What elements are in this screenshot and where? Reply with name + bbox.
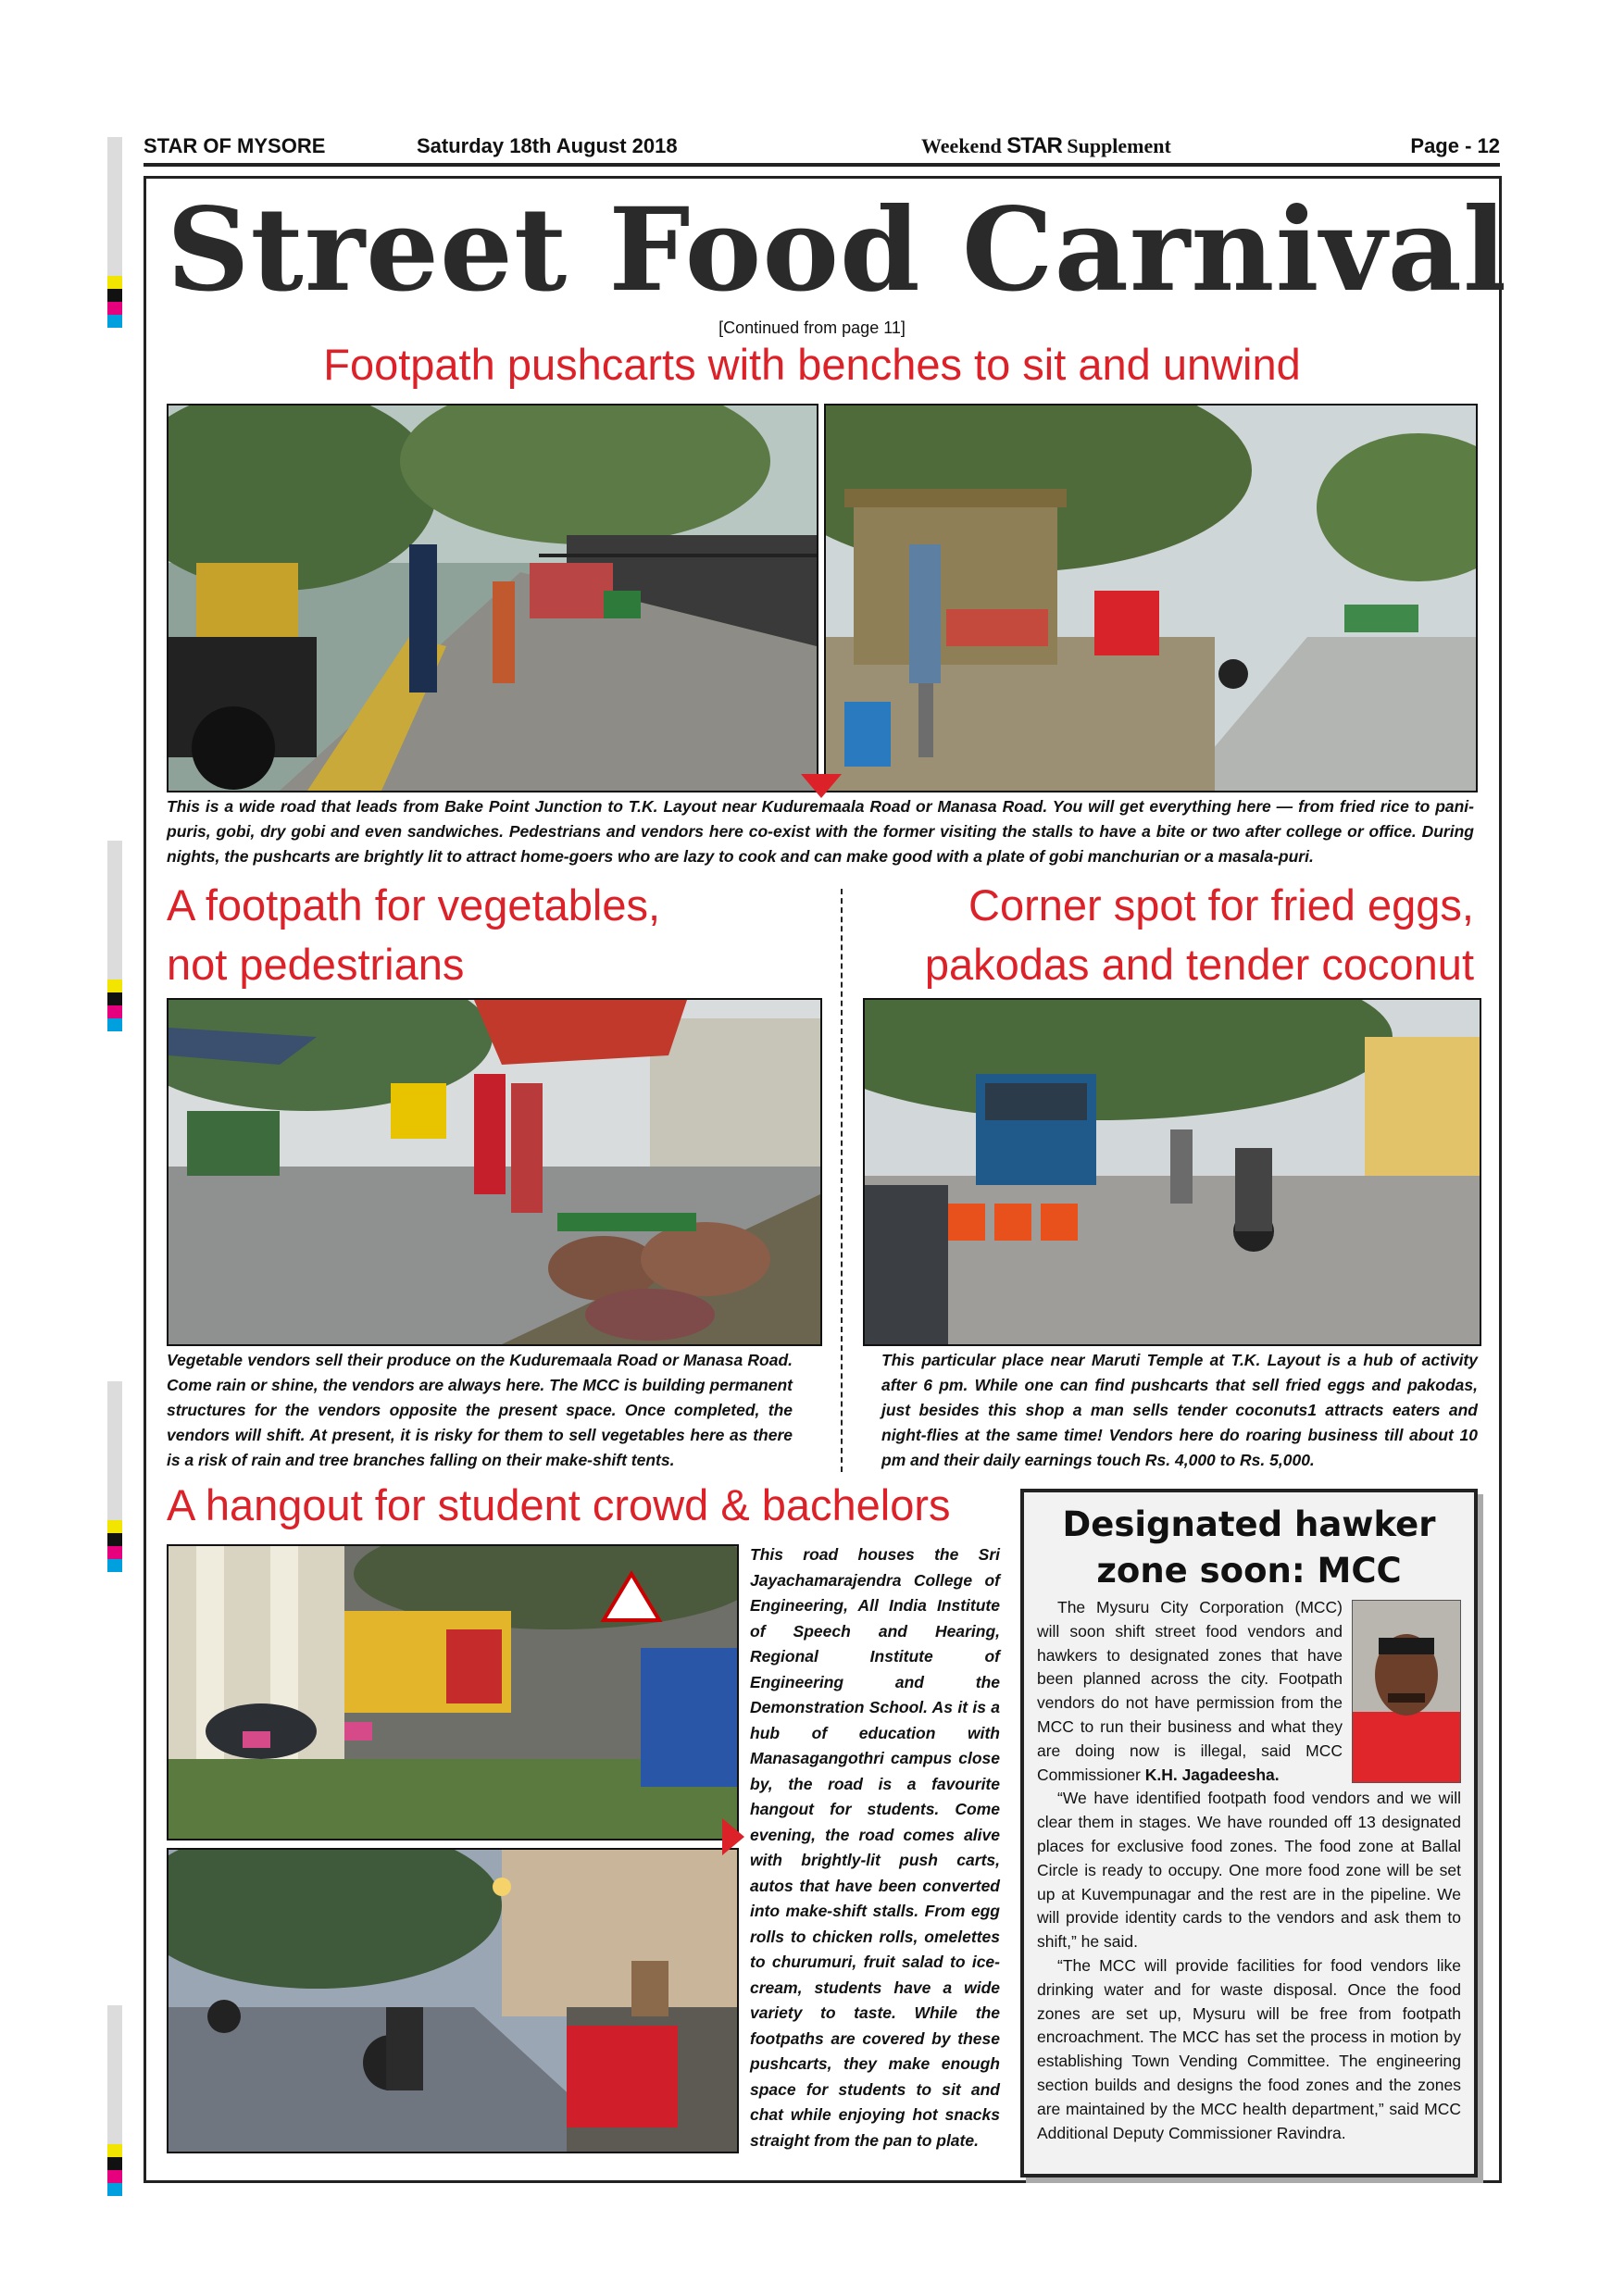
sidebar-heading-line2: zone soon: MCC	[1096, 1551, 1402, 1591]
photo-student-hangout	[167, 1544, 739, 1841]
section1-heading: Footpath pushcarts with benches to sit and unwind	[323, 340, 1301, 389]
commissioner-name: K.H. Jagadeesha.	[1144, 1765, 1280, 1784]
section2-heading-line1: A footpath for vegetables,	[167, 880, 661, 930]
sidebar-text	[1037, 1596, 1461, 2145]
supplement-post: Supplement	[1067, 134, 1171, 157]
page-number: Page - 12	[1410, 134, 1500, 157]
sidebar-box	[1020, 1489, 1478, 2177]
publication-name: STAR OF MYSORE	[144, 134, 326, 157]
continued-note: [Continued from page 11]	[718, 318, 906, 337]
issue-date: Saturday 18th August 2018	[417, 134, 678, 157]
sidebar-paragraph-1: The Mysuru City Corporation (MCC) will soon shift street food vendors and hawkers to designated zones that have been planned across the city. Footpath vendors do not have permission from the MCC to run their business and what they are doing now is illegal, said MCC Commissioner	[1037, 1598, 1343, 1784]
sidebar-heading	[1024, 1502, 1474, 1594]
registration-bar-top	[107, 137, 122, 328]
section2-heading	[167, 876, 660, 994]
registration-bar-upper-mid	[107, 841, 122, 1031]
red-pointer-arrow-right	[722, 1818, 744, 1855]
section3-heading-line2: pakodas and tender coconut	[924, 940, 1474, 989]
photo-vegetable-vendors	[167, 998, 822, 1346]
supplement-star: STAR	[1006, 133, 1062, 158]
supplement-pre: Weekend	[921, 134, 1002, 157]
photo-evening-road	[167, 1848, 739, 2153]
sidebar-paragraph-2: “We have identified footpath food vendors and we will clear them in stages. We have rounded off 13 designated places for exclusive food zones. The food zone at Ballal Circle is ready to occupy. One more food zone will be set up at Kuvempunagar and the rest are in the pipeline. We will provide identity cards to the vendors and ask them to shift,” he said.	[1037, 1789, 1461, 1952]
supplement-label	[921, 133, 1410, 159]
commissioner-portrait	[1352, 1600, 1461, 1783]
section3-heading-line1: Corner spot for fried eggs,	[968, 880, 1474, 930]
registration-bar-lower-mid	[107, 1381, 122, 1572]
photo-corner-spot	[863, 998, 1481, 1346]
section1-caption: This is a wide road that leads from Bake Point Junction to T.K. Layout near Kuduremaala Road or Manasa Road. You will get everything here — from fried rice to pani-puris, gobi, dry gobi and even sandwiches. Pedestrians and vendors here co-exist with the former visiting the stalls to have a bite or two after college or office. During nights, the pushcarts are brightly lit to attract home-goers who are lazy to cook and can make good with a plate of gobi manchurian or a masala-puri.	[167, 797, 1474, 866]
page-title: Street Food Carnival	[167, 183, 1508, 318]
section2-caption: Vegetable vendors sell their produce on the Kuduremaala Road or Manasa Road. Come rain or shine, the vendors are always here. The MCC is building permanent structures for the vendors opposite the present space. Once completed, the vendors will shift. At present, it is risky for them to sell vegetables here as there is a risk of rain and tree branches falling on their make-shift tents.	[167, 1351, 793, 1469]
photo-road-pushcart-stall	[824, 404, 1478, 792]
section4-body: This road houses the Sri Jayachamarajendra College of Engineering, All India Institute of Speech and Hearing, Regional Institute of Engineering and the Demonstration School. As it is a hub of education with Manasagangothri campus close by, the road is a favourite hangout for students. Come evening, the road comes alive with brightly-lit push carts, autos that have been converted into make-shift stalls. From egg rolls to chicken rolls, omelettes to churumuri, fruit salad to ice-cream, students have a wide variety to taste. While the footpaths are covered by these pushcarts, they make enough space for students to sit and chat while enjoying hot snacks straight from the pan to plate.	[750, 1545, 1000, 2150]
section2-heading-line2: not pedestrians	[167, 940, 465, 989]
column-divider	[841, 889, 843, 1472]
sidebar-heading-line1: Designated hawker	[1062, 1504, 1436, 1544]
section3-caption: This particular place near Maruti Temple at T.K. Layout is a hub of activity after 6 pm. While one can find pushcarts that sell fried eggs and pakodas, just besides this shop a man sells tender coconuts1 attracts eaters and night-flies at the same time! Vendors here do roaring business till about 10 pm and their daily earnings touch Rs. 4,000 to Rs. 5,000.	[881, 1351, 1478, 1469]
section3-heading	[861, 876, 1474, 994]
section4-heading: A hangout for student crowd & bachelors	[167, 1480, 951, 1529]
sidebar-paragraph-3: “The MCC will provide facilities for food vendors like drinking water and for waste disposal. Once the food zones are set up, Mysuru will be free from footpath encroachment. The MCC has set the process in motion by establishing Town Vending Committee. The engineering section builds and designs the food zones and the zones are maintained by the MCC health department,” said MCC Additional Deputy Commissioner Ravindra.	[1037, 1955, 1461, 2142]
masthead	[144, 130, 1500, 167]
registration-bar-bottom	[107, 2005, 122, 2196]
photo-footpath-pushcarts	[167, 404, 818, 792]
